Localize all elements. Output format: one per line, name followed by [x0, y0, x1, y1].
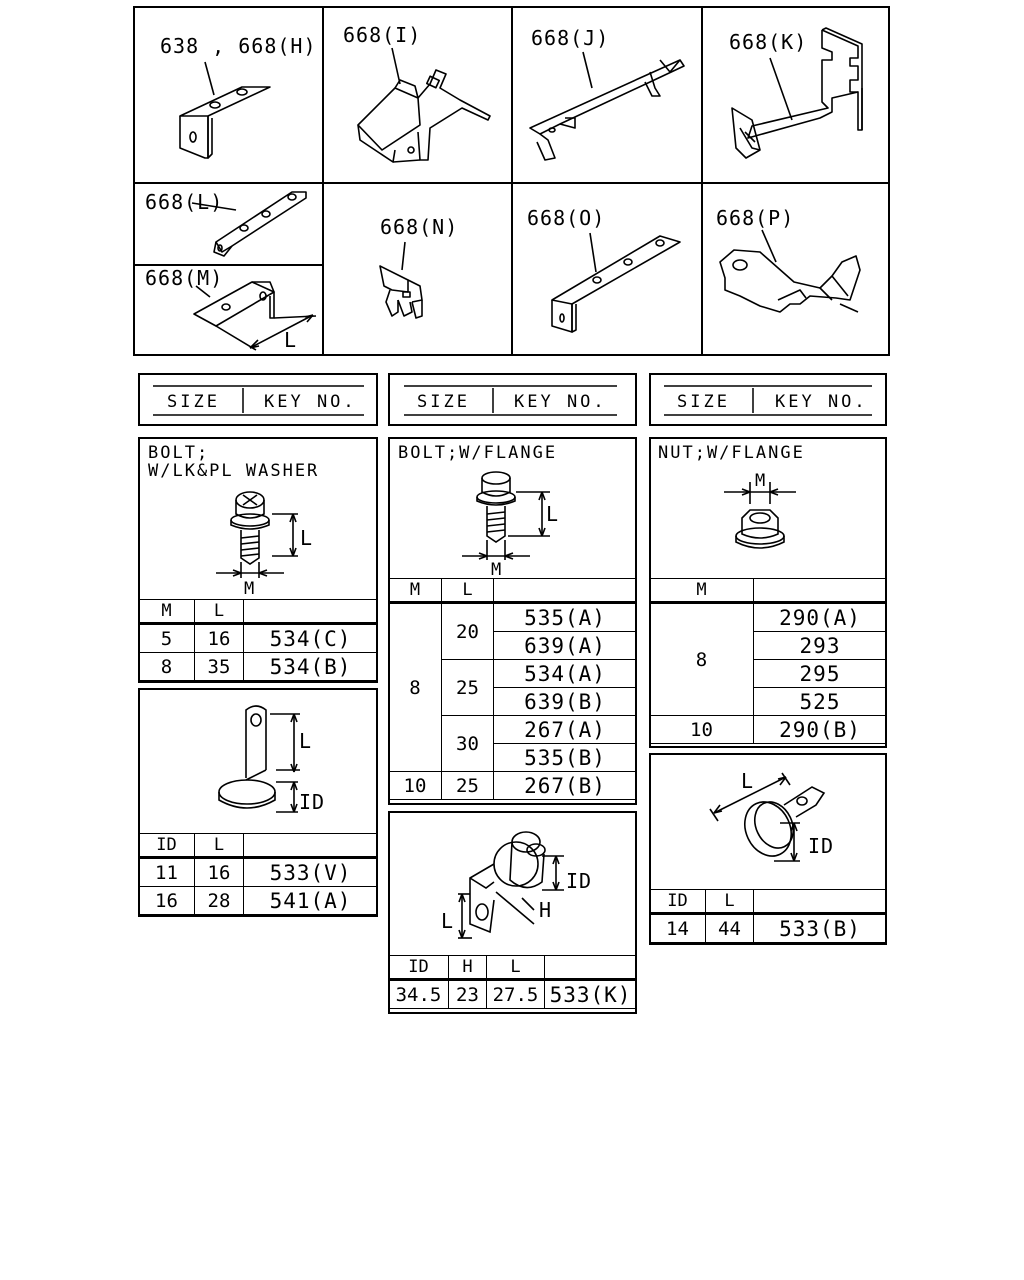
clamp-v-table — [138, 833, 378, 915]
col-header-m: M — [389, 579, 442, 603]
cell-l: 25 — [442, 772, 494, 800]
cell-id: 16 — [139, 887, 195, 915]
header-lines — [0, 373, 1024, 433]
bracket-p-drawing — [720, 230, 860, 312]
cell-key: 290(B) — [754, 716, 887, 744]
nut-flange-icon — [710, 480, 830, 570]
cell-key: 534(B) — [244, 653, 378, 681]
part-label-l: 668(L) — [145, 190, 224, 214]
cell-id: 14 — [650, 914, 706, 943]
table-row — [139, 653, 378, 681]
cell-key: 267(A) — [494, 716, 637, 744]
col-header-key — [244, 600, 378, 624]
col-header-id: ID — [650, 890, 706, 914]
col-header-key — [545, 956, 637, 980]
bracket-j-drawing — [530, 52, 684, 160]
table-row — [650, 914, 887, 943]
col-header-l: L — [487, 956, 545, 980]
bracket-k-drawing — [732, 28, 862, 158]
bolt-washer-title-1: BOLT; — [148, 443, 210, 463]
cell-l: 44 — [706, 914, 754, 943]
bolt-washer-title-2: W/LK&PL WASHER — [148, 461, 320, 481]
bracket-n-drawing — [380, 242, 422, 318]
cell-key: 639(A) — [494, 632, 637, 660]
cell-id: 34.5 — [389, 980, 449, 1009]
table-row — [389, 980, 637, 1009]
bolt-flange-table — [388, 578, 637, 800]
bracket-m-drawing — [194, 282, 316, 350]
cell-m: 5 — [139, 624, 195, 653]
part-label-h: 638 , 668(H) — [160, 34, 317, 58]
cell-id: 11 — [139, 858, 195, 887]
clamp-b-icon — [700, 765, 860, 875]
header-size-1: SIZE — [167, 392, 220, 412]
dimension-l-label: L — [284, 328, 298, 352]
cell-l: 28 — [195, 887, 244, 915]
col-header-l: L — [442, 579, 494, 603]
part-label-k: 668(K) — [729, 30, 808, 54]
clamp-b-table — [649, 889, 887, 943]
bolt-washer-table — [138, 599, 378, 681]
bolt-washer-dim-l: L — [300, 526, 314, 550]
clamp-v-icon — [210, 700, 350, 830]
table-row — [650, 603, 887, 632]
clamp-k-dim-id: ID — [566, 869, 593, 893]
table-row — [389, 603, 637, 632]
part-label-m: 668(M) — [145, 266, 224, 290]
clamp-b-dim-id: ID — [808, 834, 835, 858]
cell-key: 290(A) — [754, 603, 887, 632]
col-header-m: M — [139, 600, 195, 624]
cell-m: 8 — [650, 603, 754, 716]
table-header-row — [650, 890, 887, 914]
part-label-o: 668(O) — [527, 206, 606, 230]
cell-m: 8 — [389, 603, 442, 772]
nut-flange-title: NUT;W/FLANGE — [658, 443, 805, 463]
col-header-id: ID — [139, 834, 195, 858]
cell-key: 535(B) — [494, 744, 637, 772]
cell-l: 30 — [442, 716, 494, 772]
part-label-i: 668(I) — [343, 23, 422, 47]
clamp-v-dim-l: L — [299, 729, 313, 753]
clamp-k-dim-h: H — [539, 898, 553, 922]
bolt-washer-dim-m: M — [244, 579, 256, 599]
cell-m: 10 — [389, 772, 442, 800]
part-label-n: 668(N) — [380, 215, 459, 239]
part-drawings — [0, 0, 1024, 360]
cell-key: 533(K) — [545, 980, 637, 1009]
cell-key: 535(A) — [494, 603, 637, 632]
col-header-l: L — [195, 834, 244, 858]
cell-m: 8 — [139, 653, 195, 681]
bolt-flange-dim-m: M — [491, 560, 503, 580]
cell-h: 23 — [449, 980, 487, 1009]
bolt-flange-dim-l: L — [546, 502, 560, 526]
cell-key: 293 — [754, 632, 887, 660]
col-header-key — [244, 834, 378, 858]
cell-key: 267(B) — [494, 772, 637, 800]
col-header-id: ID — [389, 956, 449, 980]
cell-key: 541(A) — [244, 887, 378, 915]
col-header-key — [754, 579, 887, 603]
cell-l: 35 — [195, 653, 244, 681]
nut-flange-table — [649, 578, 887, 744]
bracket-i-drawing — [358, 48, 490, 162]
table-row — [389, 772, 637, 800]
col-header-l: L — [706, 890, 754, 914]
cell-key: 295 — [754, 660, 887, 688]
table-row — [139, 858, 378, 887]
cell-key: 533(V) — [244, 858, 378, 887]
clamp-b-dim-l: L — [741, 769, 755, 793]
cell-key: 534(A) — [494, 660, 637, 688]
bracket-o-drawing — [552, 233, 680, 332]
nut-flange-dim-m: M — [755, 471, 767, 491]
table-header-row — [139, 834, 378, 858]
bracket-l-drawing — [192, 192, 306, 256]
cell-key: 534(C) — [244, 624, 378, 653]
header-key-3: KEY NO. — [775, 392, 868, 412]
cell-l: 16 — [195, 624, 244, 653]
col-header-h: H — [449, 956, 487, 980]
clamp-k-dim-l: L — [441, 909, 455, 933]
bolt-flange-icon — [450, 464, 610, 584]
header-key-2: KEY NO. — [514, 392, 607, 412]
table-header-row — [650, 579, 887, 603]
cell-m: 10 — [650, 716, 754, 744]
cell-key: 533(B) — [754, 914, 887, 943]
table-header-row — [139, 600, 378, 624]
table-row — [139, 624, 378, 653]
header-size-3: SIZE — [677, 392, 730, 412]
table-header-row — [389, 579, 637, 603]
header-key-1: KEY NO. — [264, 392, 357, 412]
cell-key: 639(B) — [494, 688, 637, 716]
part-label-p: 668(P) — [716, 206, 795, 230]
cell-key: 525 — [754, 688, 887, 716]
table-row — [650, 716, 887, 744]
col-header-m: M — [650, 579, 754, 603]
cell-l: 16 — [195, 858, 244, 887]
col-header-key — [754, 890, 887, 914]
bolt-flange-title: BOLT;W/FLANGE — [398, 443, 558, 463]
cell-l: 25 — [442, 660, 494, 716]
part-label-j: 668(J) — [531, 26, 610, 50]
clamp-v-dim-id: ID — [299, 790, 326, 814]
clamp-k-table — [388, 955, 637, 1009]
cell-l: 27.5 — [487, 980, 545, 1009]
header-size-2: SIZE — [417, 392, 470, 412]
cell-l: 20 — [442, 603, 494, 660]
table-row — [139, 887, 378, 915]
bracket-h-drawing — [180, 62, 270, 158]
col-header-key — [494, 579, 637, 603]
clamp-k-icon — [440, 820, 620, 950]
col-header-l: L — [195, 600, 244, 624]
table-header-row — [389, 956, 637, 980]
